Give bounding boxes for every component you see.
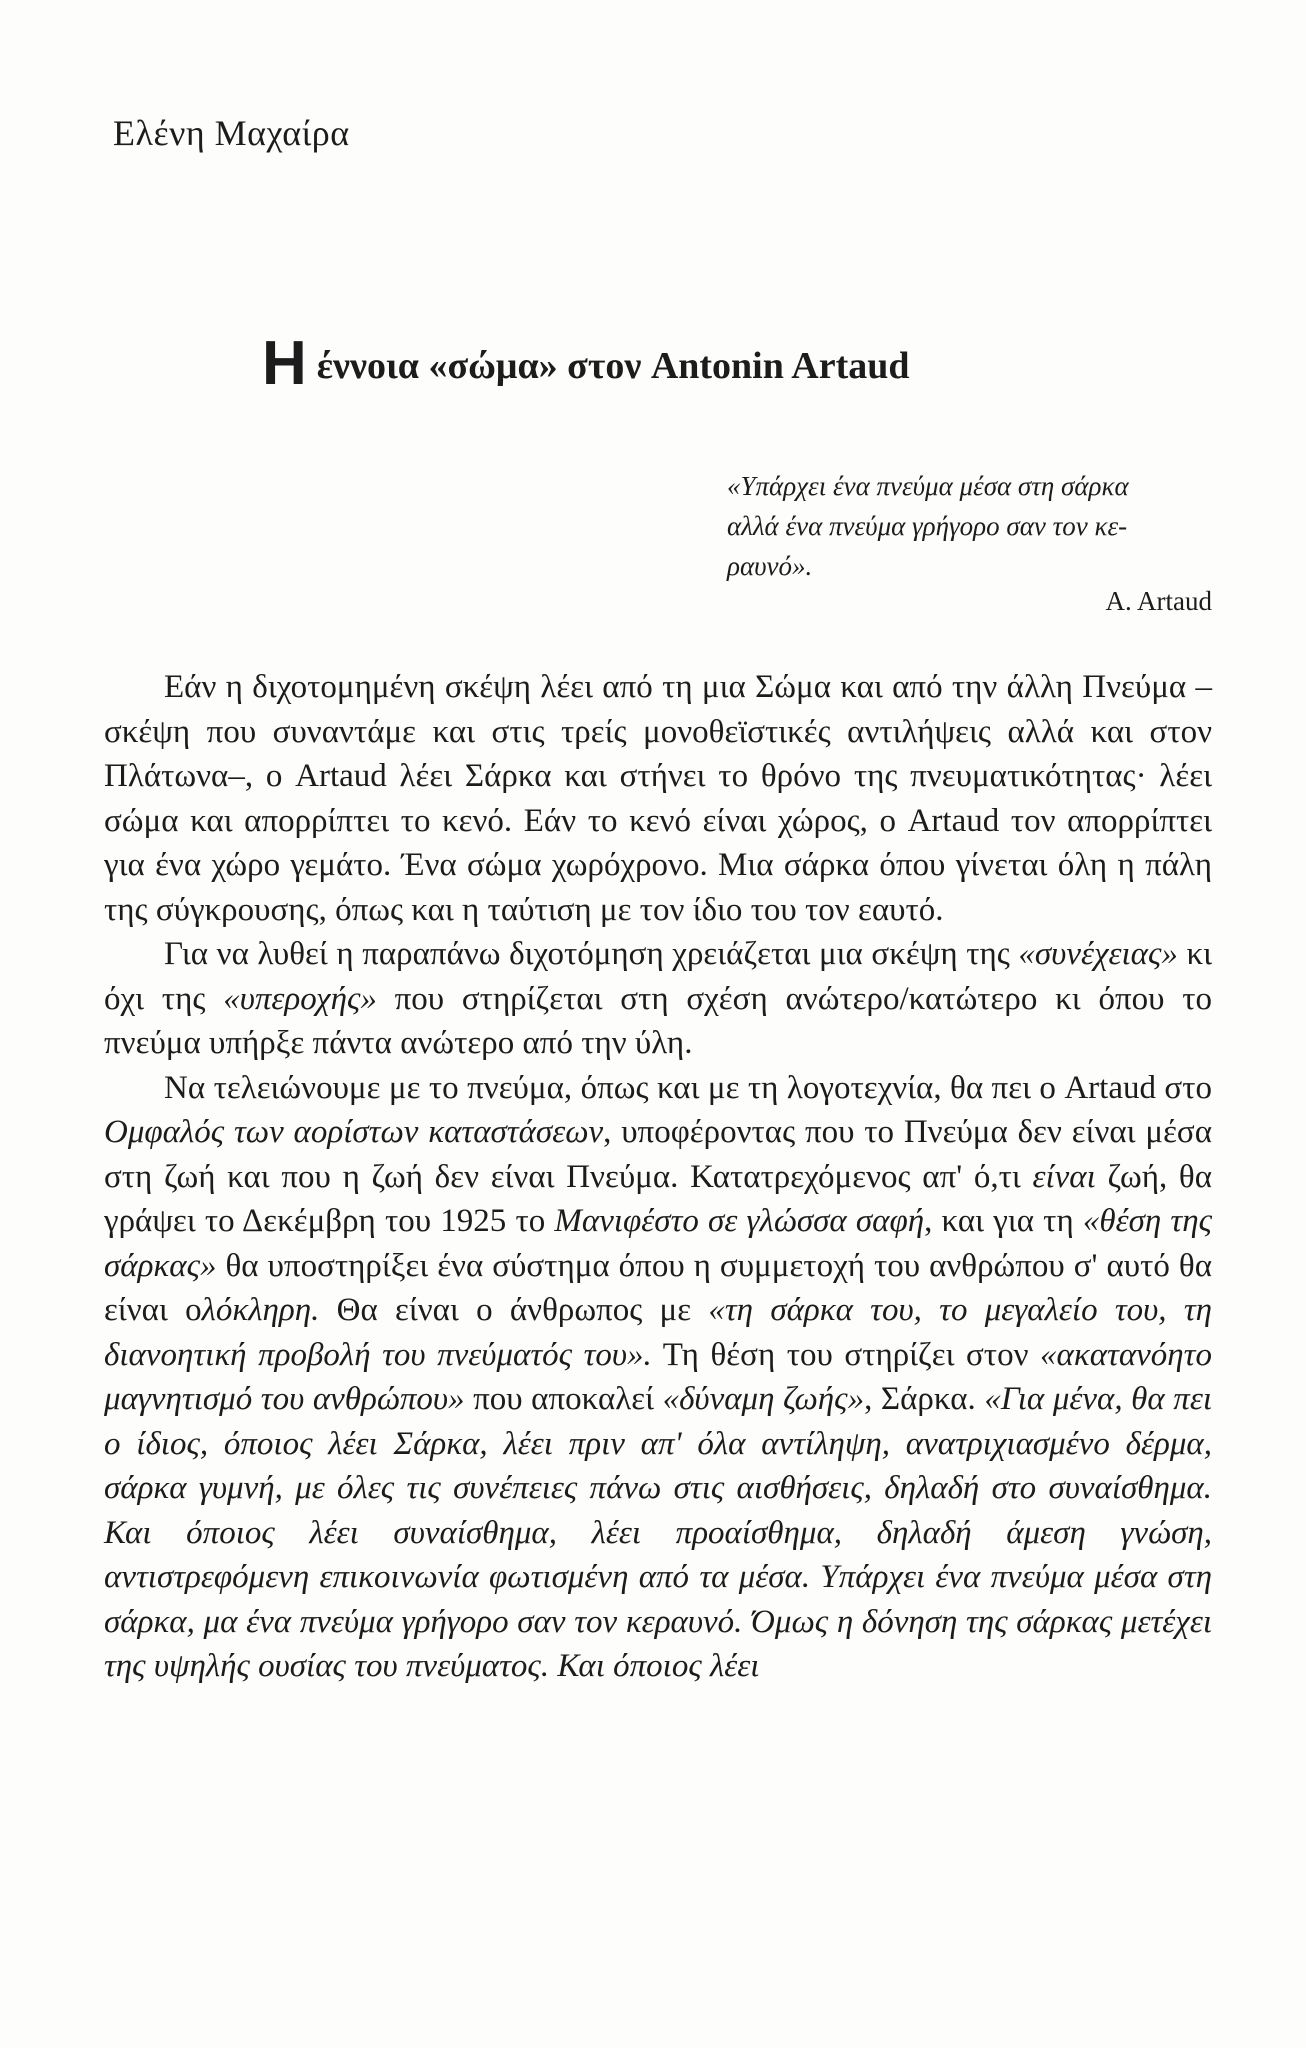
body-text — [104, 665, 1212, 1689]
italic-run: «δύναμη ζωής» — [662, 1381, 865, 1417]
epigraph-attribution: A. Artaud — [1105, 586, 1212, 616]
text-run: που στηρίζεται στη σχέση ανώτερο/κατώτερο κι όπου το πνεύμα υπήρξε πάντα ανώτερο από την ύλη. — [104, 980, 1212, 1061]
title-text: έννοια «σώμα» στον Antonin Artaud — [316, 345, 910, 387]
italic-run: είναι — [1032, 1158, 1096, 1195]
text-run: κι όχι της — [104, 936, 1212, 1017]
article-title — [262, 328, 910, 399]
text-run: Τη θέση του στηρίζει στον — [651, 1336, 1041, 1373]
text-run: ζωή, θα γράψει το Δεκέμβρη του 1925 το — [104, 1158, 1212, 1239]
italic-run: «ακατανόητο μαγνητισμό του ανθρώπου» — [104, 1336, 1212, 1417]
paragraph-2 — [104, 932, 1212, 1066]
title-initial: Η — [262, 329, 307, 398]
epigraph-line: «Υπάρχει ένα πνεύμα μέσα στη σάρκα — [727, 471, 1129, 501]
italic-run: «θέση της σάρκας» — [104, 1203, 1213, 1284]
text-run: , και για τη — [924, 1203, 1083, 1239]
italic-run: «Για μένα, θα πει ο ίδιος, όποιος λέει Σάρκα, λέει πριν απ' όλα αντίληψη, ανατριχιασμένο δέρμα, σάρκα γυμνή, με όλες τις συνέπειες πάνω στις αισθήσεις, δηλαδή στο συναίσθημα. Και όποιος λέει συναίσθημα, λέει προαίσθημα, δηλαδή άμεση γνώση, αντιστρεφόμενη επικοινωνία φωτισμένη από τα μέσα. Υπάρχει ένα πνεύμα μέσα στη σάρκα, μα ένα πνεύμα γρήγορο σαν τον κεραυνό. Όμως η δόνηση της σάρκας μετέχει της υψηλής ουσίας του πνεύματος. Και όποιος λέει — [104, 1381, 1212, 1684]
epigraph-line: ραυνό». — [727, 551, 813, 581]
author-name: Ελένη Μαχαίρα — [113, 113, 350, 153]
text-run: θα υποστηρίξει ένα σύστημα όπου η συμμετοχή του ανθρώπου σ' αυτό θα είναι ο — [104, 1247, 1212, 1328]
paragraph-1: Εάν η διχοτομημένη σκέψη λέει από τη μια Σώμα και από την άλλη Πνεύμα –σκέψη που συναντάμε και στις τρείς μονοθεϊστικές αντιλήψεις αλλά και στον Πλάτωνα–, ο Artaud λέει Σάρκα και στήνει το θρόνο της πνευματικότητας· λέει σώμα και απορρίπτει το κενό. Εάν το κενό είναι χώρος, ο Artaud τον απορρίπτει για ένα χώρο γεμάτο. Ένα σώμα χωρόχρονο. Μια σάρκα όπου γίνεται όλη η πάλη της σύγκρουσης, όπως και η ταύτιση με τον ίδιο του τον εαυτό. — [104, 669, 1212, 928]
italic-run: «συνέχειας» — [1018, 936, 1178, 972]
paragraph-3 — [104, 1066, 1212, 1689]
text-run: Να τελειώνουμε με το πνεύμα, όπως και με τη λογοτεχνία, θα πει ο Artaud στο — [164, 1069, 1212, 1106]
epigraph — [727, 466, 1227, 586]
italic-run: «υπεροχής» — [223, 980, 377, 1017]
italic-run: Μανιφέστο σε γλώσσα σαφή — [554, 1203, 925, 1239]
text-run: , υποφέροντας που το Πνεύμα δεν είναι μέσα στη ζωή και που η ζωή δεν είναι Πνεύμα. Κατατρεχόμενος απ' ό,τι — [104, 1114, 1212, 1195]
text-run: που αποκαλεί — [464, 1381, 663, 1417]
text-run: , Σάρκα. — [864, 1381, 985, 1417]
text-run: Για να λυθεί η παραπάνω διχοτόμηση χρειάζεται μια σκέψη της — [164, 936, 1019, 972]
text-run: Θα είναι ο άνθρωπος με — [319, 1292, 709, 1328]
epigraph-line: αλλά ένα πνεύμα γρήγορο σαν τον κε- — [727, 511, 1128, 541]
italic-run: Ομφαλός των αορίστων καταστάσεων — [104, 1114, 604, 1150]
italic-run: «τη σάρκα του, το μεγαλείο του, τη διανοητική προβολή του πνεύματός του». — [104, 1292, 1212, 1373]
italic-run: λόκληρη. — [201, 1292, 320, 1328]
